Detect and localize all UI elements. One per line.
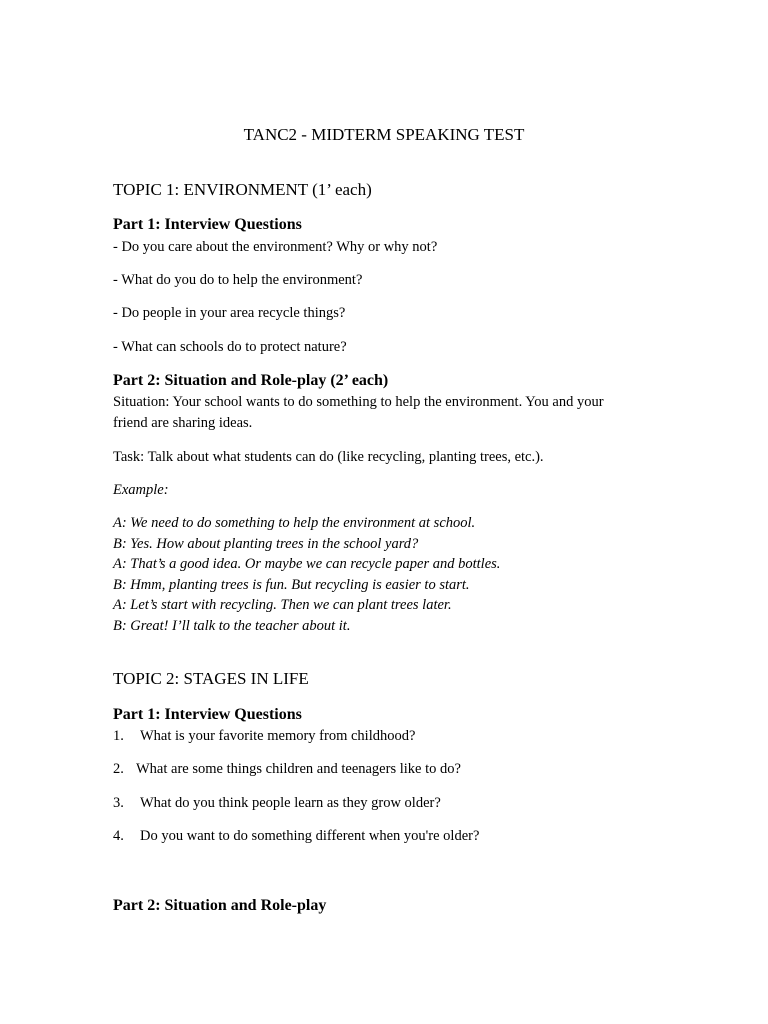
situation-line-2: friend are sharing ideas. (113, 415, 253, 431)
dialogue-line: B: Great! I’ll talk to the teacher about it. (113, 618, 351, 634)
question-number: 4. (113, 828, 124, 844)
topic1-part2-heading: Part 2: Situation and Role-play (2’ each) (113, 372, 389, 389)
question-text: Do you want to do something different when you're older? (140, 828, 480, 844)
question-number: 2. (113, 761, 124, 777)
topic1-part1-heading: Part 1: Interview Questions (113, 216, 302, 233)
topic1-question-2: - What do you do to help the environment? (113, 272, 363, 288)
topic2-heading: TOPIC 2: STAGES IN LIFE (113, 669, 309, 688)
topic2-question-1 (113, 729, 415, 744)
dialogue-line: A: That’s a good idea. Or maybe we can recycle paper and bottles. (113, 556, 501, 572)
topic1-question-3: - Do people in your area recycle things? (113, 305, 346, 321)
topic2-part1-heading: Part 1: Interview Questions (113, 706, 302, 723)
topic2-question-2 (113, 762, 461, 777)
topic2-question-4 (113, 829, 479, 844)
dialogue-line: A: We need to do something to help the environment at school. (113, 515, 476, 531)
topic1-question-1: - Do you care about the environment? Why or why not? (113, 239, 438, 255)
task-text: Task: Talk about what students can do (like recycling, planting trees, etc.). (113, 449, 544, 465)
topic2-question-3 (113, 796, 441, 811)
dialogue-line: B: Yes. How about planting trees in the school yard? (113, 536, 419, 552)
situation-line-1: Situation: Your school wants to do something to help the environment. You and your (113, 394, 604, 410)
topic1-heading: TOPIC 1: ENVIRONMENT (1’ each) (113, 180, 372, 199)
question-text: What do you think people learn as they grow older? (140, 795, 441, 811)
example-label: Example: (113, 482, 169, 498)
question-number: 1. (113, 728, 124, 744)
question-text: What are some things children and teenagers like to do? (136, 761, 461, 777)
question-text: What is your favorite memory from childhood? (140, 728, 416, 744)
topic1-question-4: - What can schools do to protect nature? (113, 339, 347, 355)
dialogue-line: A: Let’s start with recycling. Then we can plant trees later. (113, 597, 452, 613)
document-title: TANC2 - MIDTERM SPEAKING TEST (243, 125, 525, 144)
question-number: 3. (113, 795, 124, 811)
topic2-part2-heading: Part 2: Situation and Role-play (113, 897, 327, 914)
dialogue-line: B: Hmm, planting trees is fun. But recycling is easier to start. (113, 577, 470, 593)
